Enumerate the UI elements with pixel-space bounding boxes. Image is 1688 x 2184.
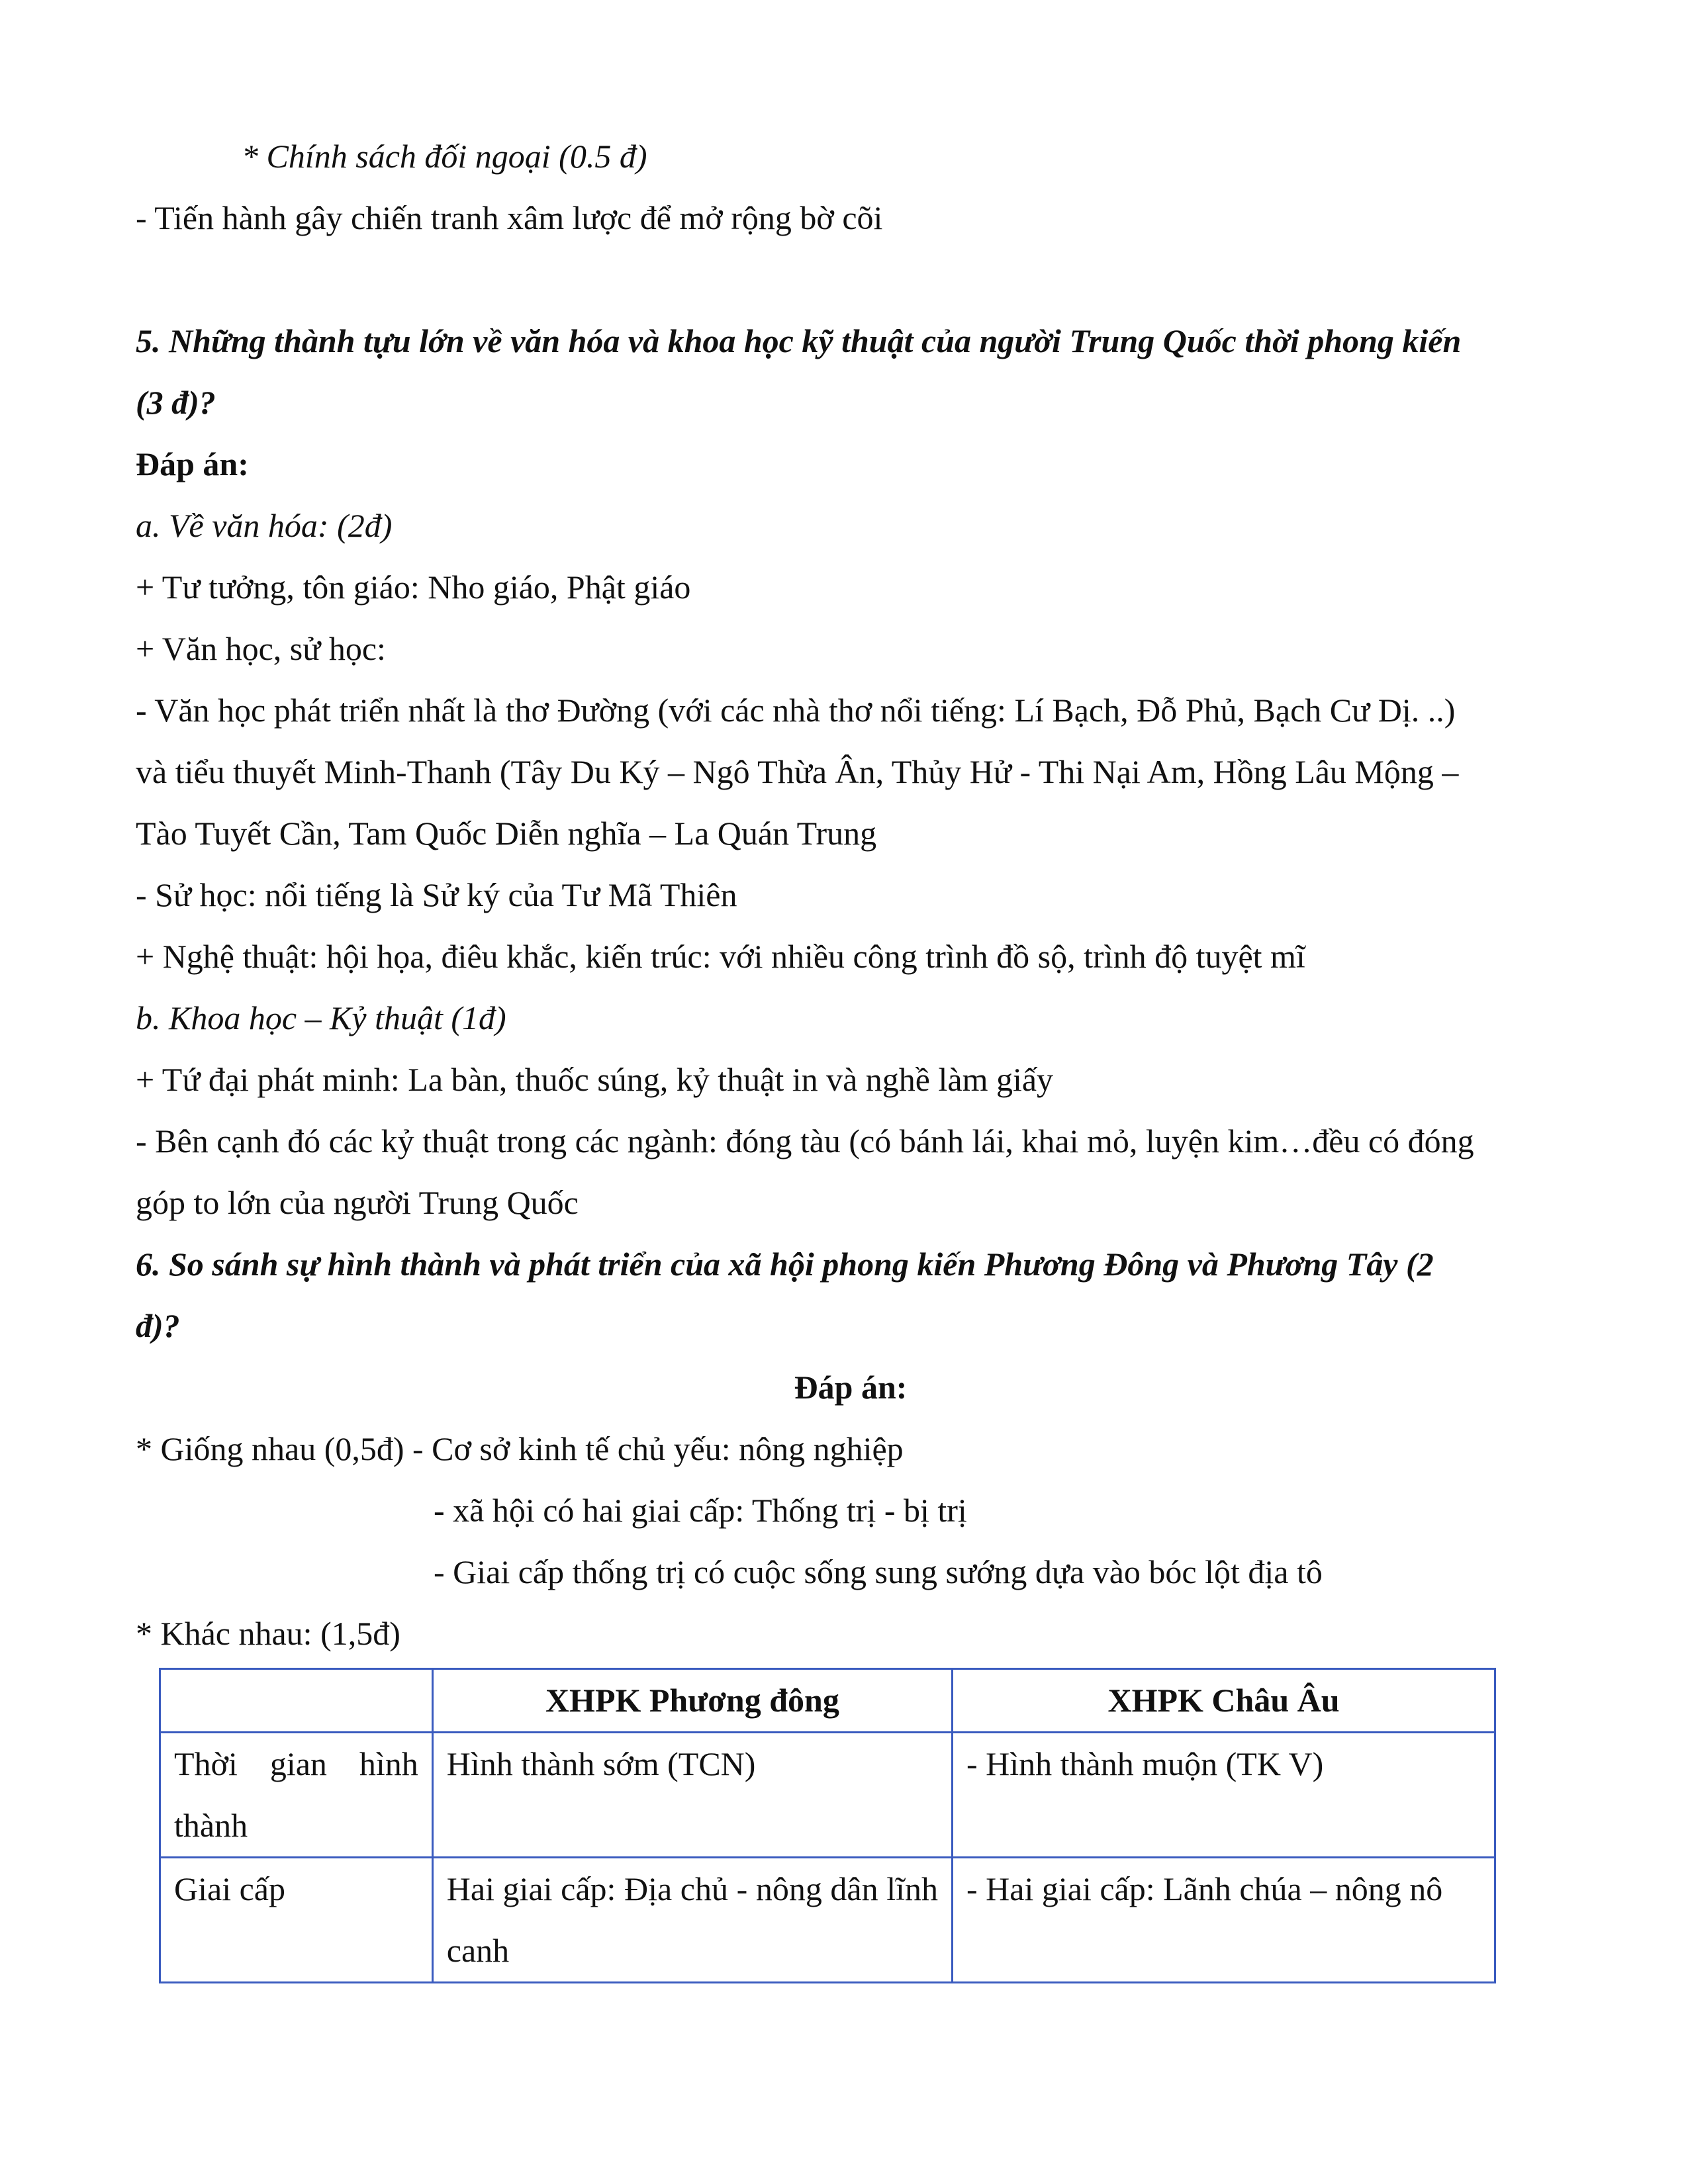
culture-heading: a. Về văn hóa: (2đ) xyxy=(136,507,393,544)
table-row xyxy=(160,1733,1495,1858)
inventions-line: + Tứ đại phát minh: La bàn, thuốc súng, kỷ thuật in và nghề làm giấy xyxy=(136,1061,1054,1098)
foreign-policy-heading: * Chính sách đối ngoại (0.5 đ) xyxy=(242,138,647,175)
foreign-policy-text: - Tiến hành gây chiến tranh xâm lược để mở rộng bờ cõi xyxy=(136,199,883,236)
literature-history-line: + Văn học, sử học: xyxy=(136,630,386,667)
art-line: + Nghệ thuật: hội họa, điêu khắc, kiến trúc: với nhiều công trình đồ sộ, trình độ tuyệt mĩ xyxy=(136,938,1305,975)
table-header-row xyxy=(160,1669,1495,1733)
ideology-line: + Tư tưởng, tôn giáo: Nho giáo, Phật giáo xyxy=(136,569,691,606)
similarities-line1: * Giống nhau (0,5đ) - Cơ sở kinh tế chủ yếu: nông nghiệp xyxy=(136,1430,904,1467)
similarities-line2: - xã hội có hai giai cấp: Thống trị - bị trị xyxy=(434,1492,967,1529)
table-cell: Hai giai cấp: Địa chủ - nông dân lĩnh canh xyxy=(432,1858,952,1983)
literature-line2: và tiểu thuyết Minh-Thanh (Tây Du Ký – Ngô Thừa Ân, Thủy Hử - Thi Nại Am, Hồng Lâu Mộng – xyxy=(136,753,1459,790)
table-header-cell: XHPK Châu Âu xyxy=(953,1669,1495,1733)
similarities-line3: - Giai cấp thống trị có cuộc sống sung sướng dựa vào bóc lột địa tô xyxy=(434,1553,1323,1590)
table-cell: Giai cấp xyxy=(160,1858,433,1983)
table-header-cell: XHPK Phương đông xyxy=(432,1669,952,1733)
answer-label-5: Đáp án: xyxy=(136,445,249,482)
spacer xyxy=(136,249,1566,310)
question-5-line1: 5. Những thành tựu lớn về văn hóa và khoa học kỹ thuật của người Trung Quốc thời phong kiến xyxy=(136,322,1462,359)
literature-line3: Tào Tuyết Cần, Tam Quốc Diễn nghĩa – La Quán Trung xyxy=(136,815,877,852)
table-cell: Hình thành sớm (TCN) xyxy=(432,1733,952,1858)
literature-line1: - Văn học phát triển nhất là thơ Đường (với các nhà thơ nổi tiếng: Lí Bạch, Đỗ Phủ, Bạch Cư Dị. ..) xyxy=(136,692,1456,729)
other-tech-line1: - Bên cạnh đó các kỷ thuật trong các ngành: đóng tàu (có bánh lái, khai mỏ, luyện kim…đều có đóng xyxy=(136,1122,1474,1160)
differences-heading: * Khác nhau: (1,5đ) xyxy=(136,1615,400,1652)
question-5-line2: (3 đ)? xyxy=(136,384,216,421)
table-cell: Thời gian hình thành xyxy=(160,1733,433,1858)
question-6-line2: đ)? xyxy=(136,1307,180,1344)
answer-label-6: Đáp án: xyxy=(794,1369,908,1406)
history-line: - Sử học: nổi tiếng là Sử ký của Tư Mã Thiên xyxy=(136,876,737,913)
table-cell: - Hai giai cấp: Lãnh chúa – nông nô xyxy=(953,1858,1495,1983)
document-page xyxy=(136,126,1566,1664)
table-cell: - Hình thành muộn (TK V) xyxy=(953,1733,1495,1858)
table-header-cell xyxy=(160,1669,433,1733)
science-heading: b. Khoa học – Kỷ thuật (1đ) xyxy=(136,999,506,1036)
table-row xyxy=(160,1858,1495,1983)
other-tech-line2: góp to lớn của người Trung Quốc xyxy=(136,1184,579,1221)
comparison-table xyxy=(159,1668,1496,1983)
question-6-line1: 6. So sánh sự hình thành và phát triển của xã hội phong kiến Phương Đông và Phương Tây (2 xyxy=(136,1246,1434,1283)
